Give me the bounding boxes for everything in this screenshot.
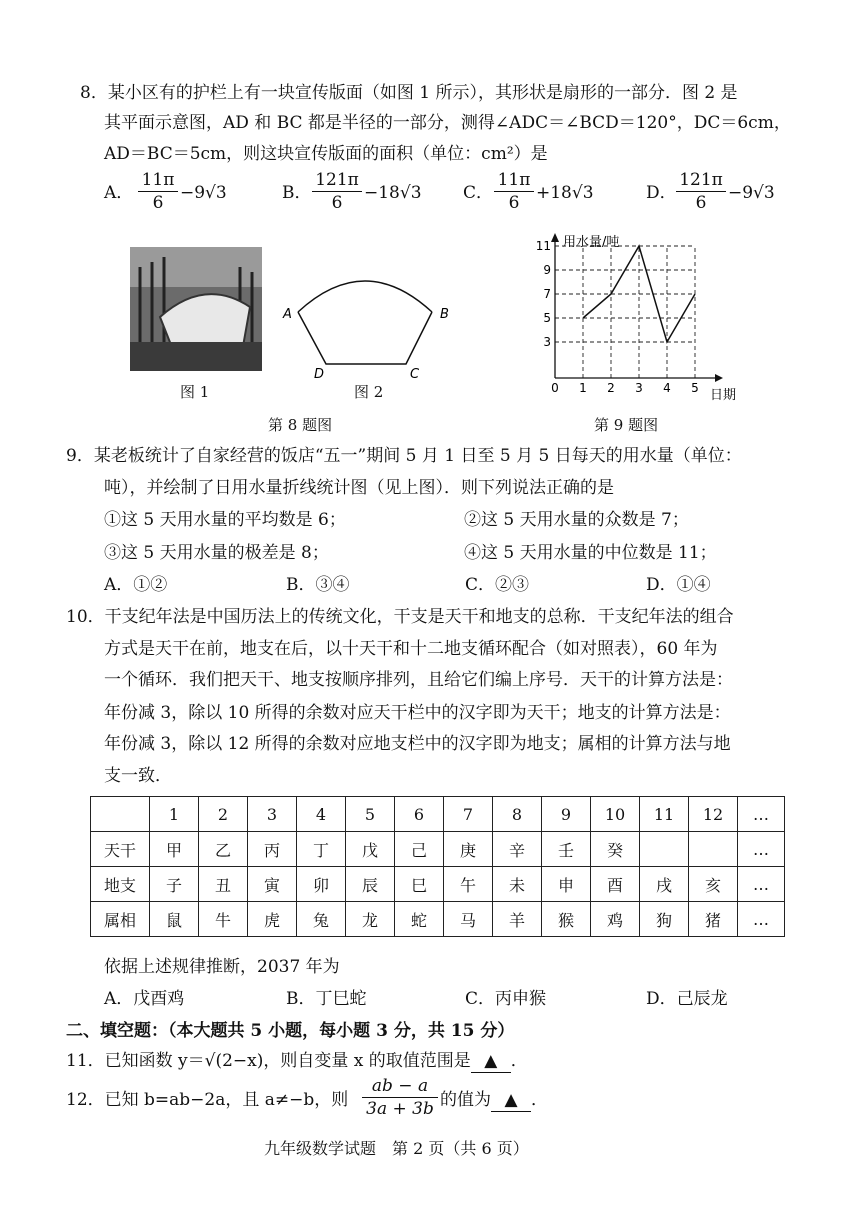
table-row: 天干 甲 乙 丙 丁 戊 己 庚 辛 壬 癸 … — [91, 832, 785, 867]
q12-end: ． — [531, 1090, 548, 1110]
ganzhi-table — [90, 796, 785, 937]
q12-text: 的值为 — [440, 1090, 491, 1110]
q9-statement-2: ②这 5 天用水量的众数是 7； — [464, 510, 689, 530]
q8-option-a-rest: −9√3 — [180, 183, 227, 203]
q8-option-b-rest: −18√3 — [364, 183, 422, 203]
x-axis-label: 日期 — [710, 388, 737, 403]
q10-option-d: D．己辰龙 — [646, 989, 728, 1009]
fig1-caption: 图 1 — [180, 383, 210, 401]
q10-line5: 年份减 3，除以 12 所得的余数对应地支栏中的汉字即为地支；属相的计算方法与地 — [104, 734, 731, 754]
q10-option-b: B．丁巳蛇 — [286, 989, 367, 1009]
fig2-caption: 图 2 — [354, 383, 384, 401]
table-row: 属相 鼠 牛 虎 兔 龙 蛇 马 羊 猴 鸡 狗 猪 … — [91, 902, 785, 937]
table-row: 地支 子 丑 寅 卯 辰 巳 午 未 申 酉 戌 亥 … — [91, 867, 785, 902]
x-axis-arrow — [715, 374, 723, 382]
q9-chart — [535, 228, 740, 408]
fig2-point-c: C — [410, 367, 420, 382]
q9-option-d: D．①④ — [646, 575, 711, 595]
x-tick-label: 4 — [663, 381, 671, 395]
q9-option-a: A．①② — [104, 575, 168, 595]
q9-statement-4: ④这 5 天用水量的中位数是 11； — [464, 543, 717, 563]
q9-option-b: B．③④ — [286, 575, 350, 595]
q11-text: 11．已知函数 y＝√(2−x)，则自变量 x 的取值范围是 — [66, 1051, 471, 1071]
y-tick-label: 11 — [535, 239, 551, 253]
y-tick-label: 7 — [543, 287, 551, 301]
y-tick-label: 9 — [543, 263, 551, 277]
x-tick-label: 2 — [607, 381, 615, 395]
q12-blank: ▲ — [491, 1089, 531, 1112]
q8-option-b-label: B． — [282, 183, 312, 203]
q9-statement-1: ①这 5 天用水量的平均数是 6； — [104, 510, 346, 530]
y-tick-label: 3 — [543, 335, 551, 349]
q8-line1: 8．某小区有的护栏上有一块宣传版面（如图 1 所示），其形状是扇形的一部分．图 2 是 — [80, 83, 738, 103]
q8-figure-caption: 第 8 题图 — [268, 416, 333, 434]
q8-line2: 其平面示意图，AD 和 BC 都是半径的一部分，测得∠ADC＝∠BCD＝120°，DC＝6cm， — [104, 113, 791, 133]
q10-option-c: C．丙申猴 — [465, 989, 547, 1009]
fig2-point-a: A — [283, 307, 292, 322]
fig1-photo — [130, 247, 262, 371]
q10-ask: 依据上述规律推断，2037 年为 — [104, 957, 340, 977]
q8-option-a-fraction: 11π 6 — [138, 170, 178, 213]
q8-option-d-rest: −9√3 — [728, 183, 775, 203]
q8-option-d-label: D． — [646, 183, 677, 203]
y-tick-label: 5 — [543, 311, 551, 325]
q8-option-c-fraction: 11π 6 — [494, 170, 534, 213]
q8-option-a-label: A． — [104, 183, 134, 203]
q10-option-a: A．戊酉鸡 — [104, 989, 185, 1009]
q9-line1: 9．某老板统计了自家经营的饭店“五一”期间 5 月 1 日至 5 月 5 日每天的用水量（单位： — [66, 446, 742, 466]
q11-end: ． — [510, 1051, 528, 1071]
section-2-title: 二、填空题：（本大题共 5 小题，每小题 3 分，共 15 分） — [66, 1021, 515, 1041]
x-tick-label: 5 — [691, 381, 699, 395]
page-footer: 九年级数学试题 第 2 页（共 6 页） — [264, 1139, 529, 1158]
q10-line1: 10．干支纪年法是中国历法上的传统文化，干支是天干和地支的总称．干支纪年法的组合 — [66, 607, 734, 627]
q9-line2: 吨），并绘制了日用水量折线统计图（见上图）．则下列说法正确的是 — [104, 478, 614, 498]
q10-line3: 一个循环．我们把天干、地支按顺序排列，且给它们编上序号．天干的计算方法是： — [104, 670, 733, 690]
q9-option-c: C．②③ — [465, 575, 530, 595]
y-axis-label: 用水量/吨 — [563, 235, 620, 250]
q11 — [66, 1050, 528, 1073]
y-axis-arrow — [551, 233, 559, 242]
q8-option-c-label: C． — [463, 183, 494, 203]
q9-statement-3: ③这 5 天用水量的极差是 8； — [104, 543, 329, 563]
q10-line6: 支一致． — [104, 766, 172, 786]
q10-line4: 年份减 3，除以 10 所得的余数对应天干栏中的汉字即为天干；地支的计算方法是： — [104, 703, 731, 723]
q8-line3: AD＝BC＝5cm，则这块宣传版面的面积（单位：cm²）是 — [104, 144, 548, 164]
x-tick-label: 1 — [579, 381, 587, 395]
q12-after — [440, 1089, 548, 1112]
x-tick-label: 0 — [551, 381, 559, 395]
x-tick-label: 3 — [635, 381, 643, 395]
fig2-diagram — [280, 270, 460, 380]
q8-option-d-fraction: 121π 6 — [676, 170, 726, 213]
q10-line2: 方式是天干在前，地支在后，以十天干和十二地支循环配合（如对照表），60 年为 — [104, 639, 718, 659]
fig2-point-d: D — [314, 367, 325, 382]
q12-before: 12．已知 b=ab−2a，且 a≠−b，则 — [66, 1090, 349, 1110]
q8-option-c-rest: +18√3 — [536, 183, 594, 203]
q8-option-b-fraction: 121π 6 — [312, 170, 362, 213]
q9-figure-caption: 第 9 题图 — [594, 416, 659, 434]
fig2-point-b: B — [440, 307, 449, 322]
table-row: 1 2 3 4 5 6 7 8 9 10 11 12 … — [91, 797, 785, 832]
q11-blank: ▲ — [471, 1050, 511, 1073]
q12-fraction: ab − a 3a + 3b — [362, 1076, 438, 1119]
